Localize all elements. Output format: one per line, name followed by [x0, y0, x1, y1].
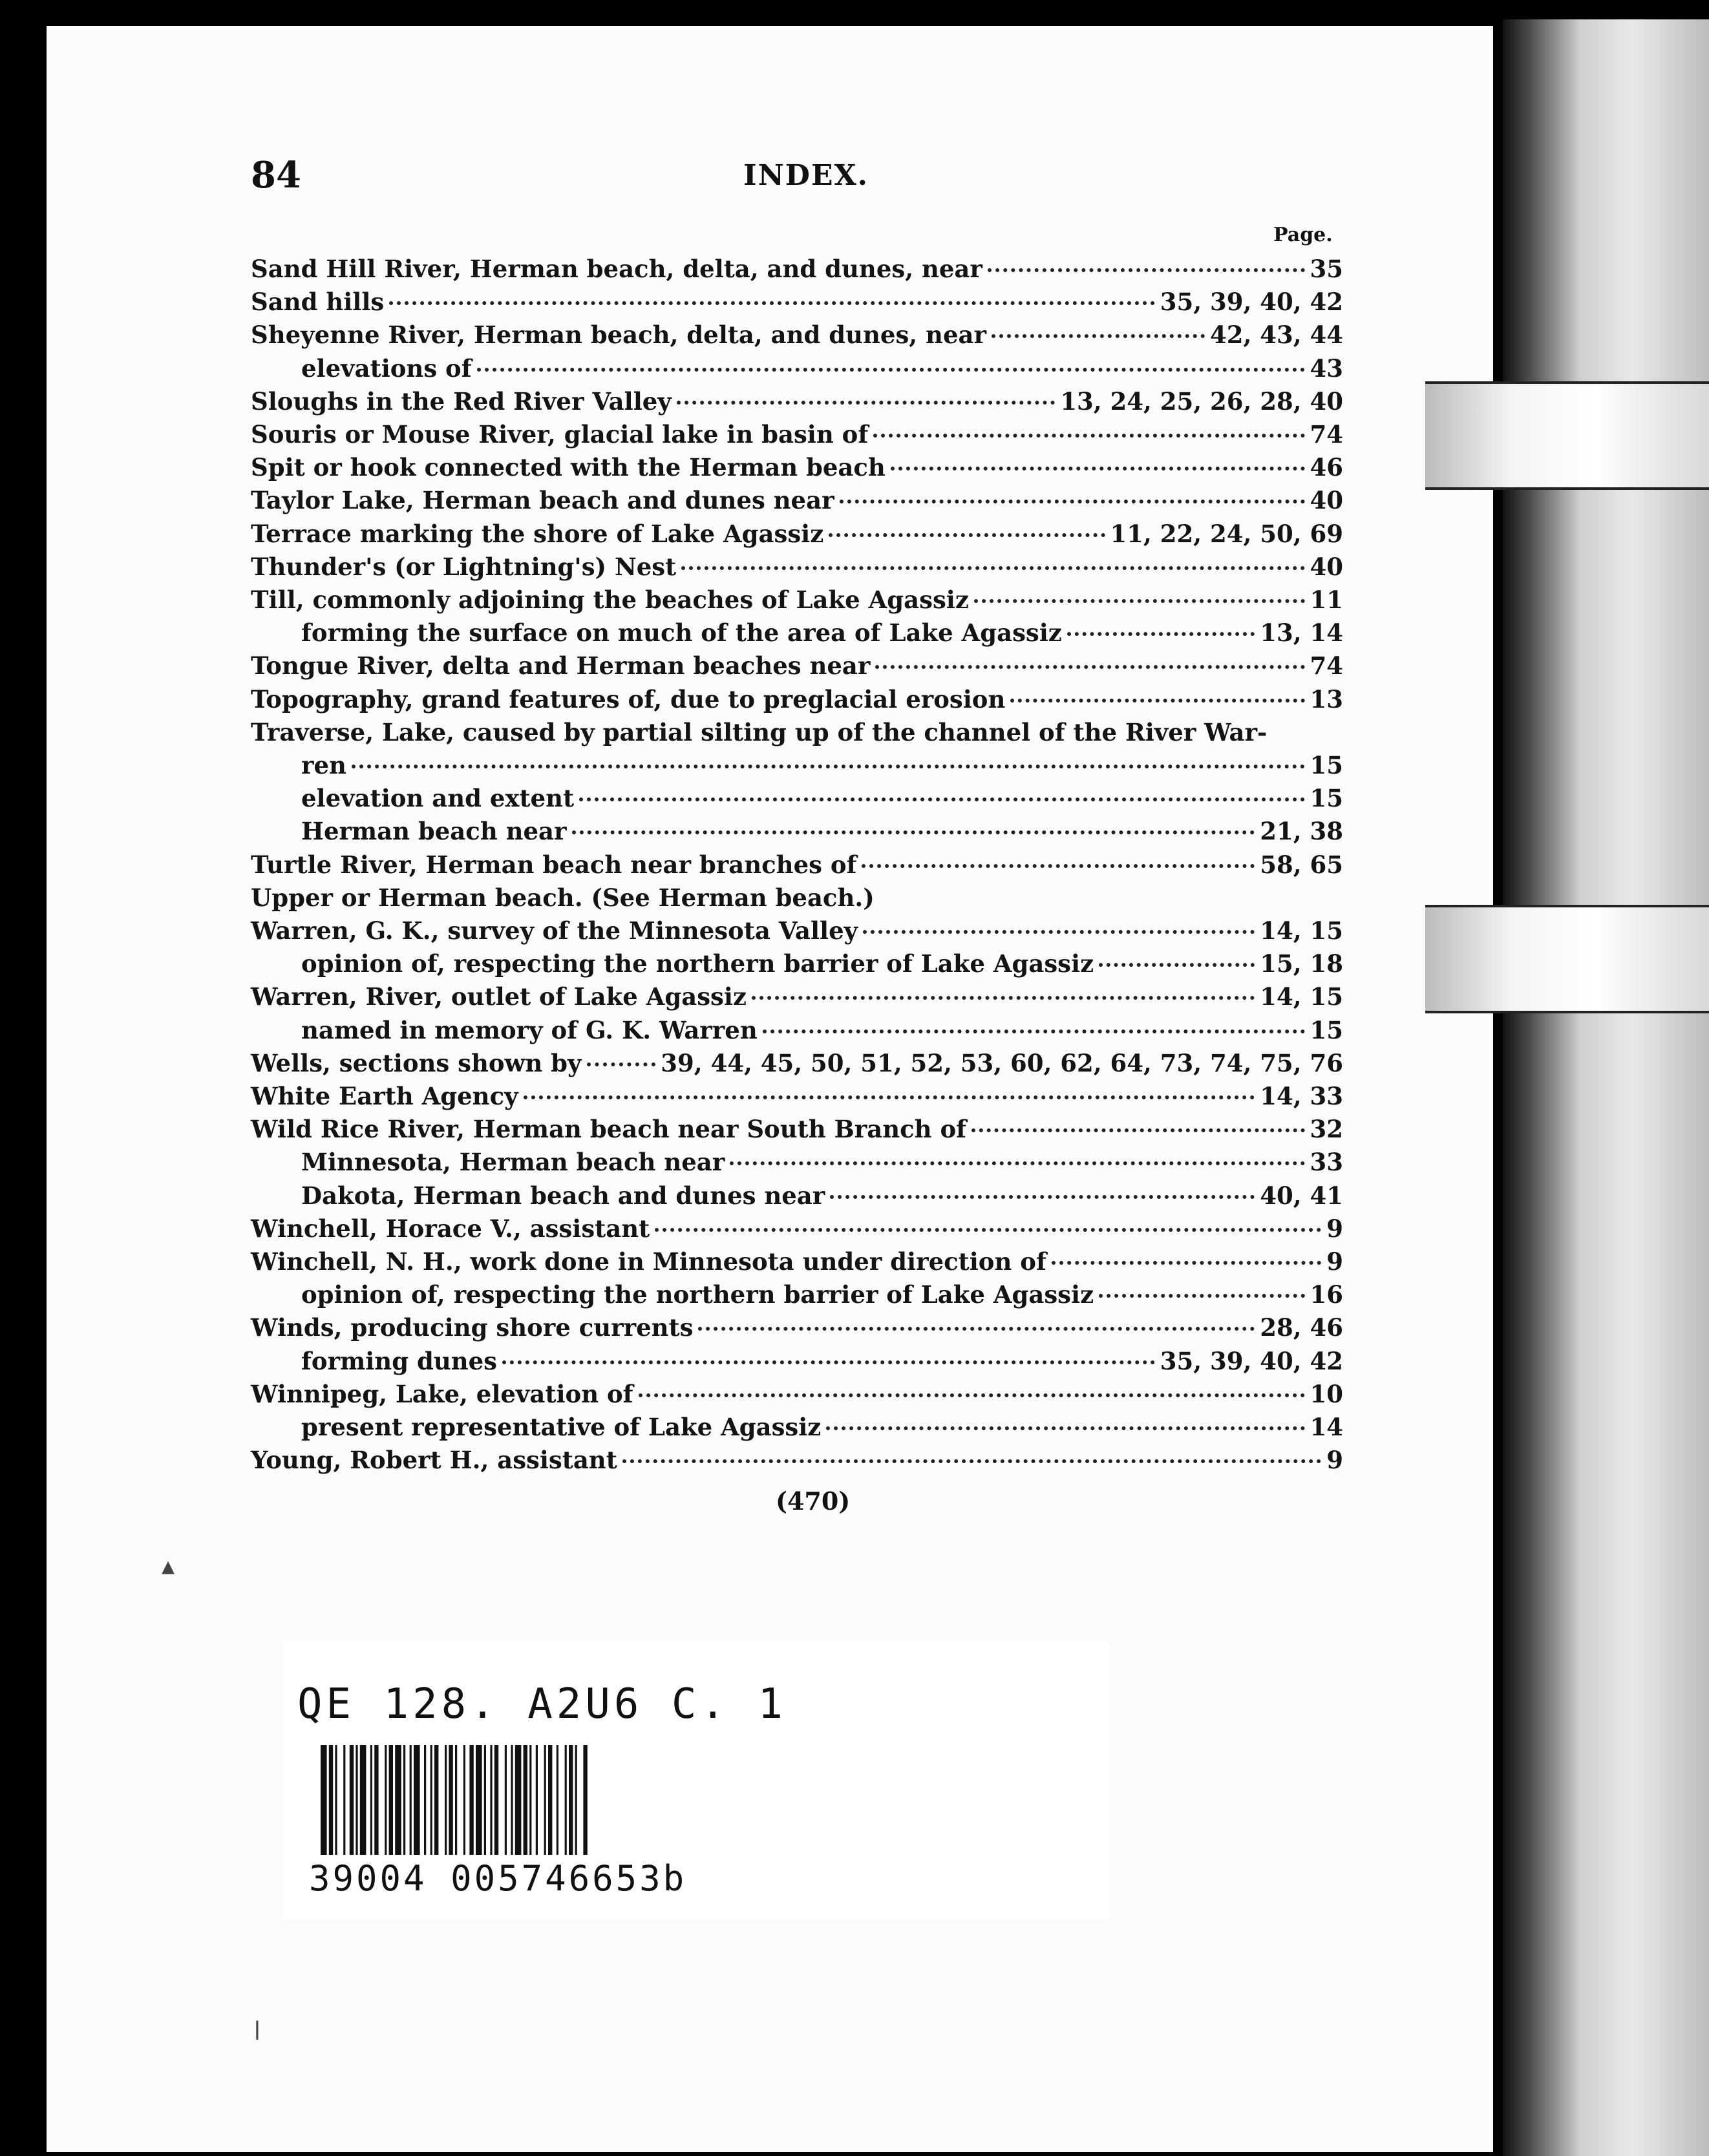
- barcode-bar: [569, 1745, 573, 1855]
- entry-pages: 15: [1310, 784, 1343, 812]
- index-entry: [251, 982, 1343, 1016]
- dot-leader: [763, 1030, 1305, 1033]
- entry-pages: 14: [1310, 1413, 1343, 1441]
- barcode-bar: [356, 1745, 357, 1855]
- dot-leader: [1099, 1294, 1304, 1298]
- entry-text: Terrace marking the shore of Lake Agassiz: [251, 520, 824, 548]
- book-binding: [1503, 19, 1709, 2156]
- index-entry: [251, 486, 1343, 520]
- binding-strap: [1425, 381, 1709, 490]
- dot-leader: [681, 566, 1304, 570]
- dot-leader: [502, 1360, 1155, 1364]
- dot-leader: [752, 996, 1255, 1000]
- entry-text: Herman beach near: [301, 817, 567, 845]
- barcode-bar: [515, 1745, 522, 1855]
- index-subentry: [301, 1347, 1343, 1380]
- index-entry: [251, 883, 1343, 917]
- entry-text: Winchell, Horace V., assistant: [251, 1214, 650, 1243]
- barcode-bar: [395, 1745, 401, 1855]
- entry-pages: 33: [1310, 1148, 1343, 1176]
- entry-pages: 40, 41: [1260, 1181, 1343, 1210]
- dot-leader: [524, 1095, 1255, 1099]
- dot-leader: [698, 1327, 1255, 1331]
- dot-leader: [863, 930, 1255, 934]
- barcode-bar: [403, 1745, 405, 1855]
- entry-pages: 9: [1326, 1214, 1343, 1243]
- index-subentry: [301, 1280, 1343, 1314]
- entry-pages: 15, 18: [1260, 949, 1343, 978]
- dot-leader: [579, 798, 1304, 801]
- entry-text: Winds, producing shore currents: [251, 1313, 694, 1342]
- barcode-bar: [370, 1745, 372, 1855]
- entry-text: Traverse, Lake, caused by partial silting up of the channel of the River War-: [251, 718, 1268, 746]
- dot-leader: [971, 1128, 1304, 1132]
- page-column-label: Page.: [1273, 224, 1333, 246]
- barcode-bar: [445, 1745, 447, 1855]
- entry-pages: 14, 15: [1260, 982, 1343, 1011]
- entry-text: Turtle River, Herman beach near branches of: [251, 851, 857, 879]
- barcode-bar: [557, 1745, 558, 1855]
- index-entry: [251, 288, 1343, 321]
- dot-leader: [587, 1062, 656, 1066]
- dot-leader: [840, 500, 1305, 503]
- dot-leader: [974, 599, 1305, 603]
- entry-text: forming the surface on much of the area of Lake Agassiz: [301, 618, 1062, 647]
- dot-leader: [677, 401, 1055, 405]
- barcode-bar: [529, 1745, 531, 1855]
- index-subentry: [301, 784, 1343, 818]
- barcode: [321, 1745, 738, 1855]
- barcode-bar: [374, 1745, 378, 1855]
- index-entry: [251, 1313, 1343, 1347]
- dot-leader: [826, 1426, 1304, 1430]
- entry-pages: 13, 14: [1260, 618, 1343, 647]
- dot-leader: [389, 301, 1155, 305]
- dot-leader: [1099, 963, 1255, 967]
- index-entry: [251, 1115, 1343, 1148]
- barcode-bar: [575, 1745, 577, 1855]
- entry-text: Sand hills: [251, 288, 385, 316]
- entry-pages: 40: [1310, 553, 1343, 581]
- entry-text: elevations of: [301, 354, 472, 383]
- barcode-bar: [583, 1745, 587, 1855]
- entry-pages: 74: [1310, 420, 1343, 449]
- index-entry: [251, 851, 1343, 884]
- barcode-bar: [544, 1745, 546, 1855]
- index-entry: [251, 1082, 1343, 1115]
- entry-pages: 43: [1310, 354, 1343, 383]
- entry-text: Warren, River, outlet of Lake Agassiz: [251, 982, 747, 1011]
- dot-leader: [992, 334, 1205, 338]
- entry-text: Souris or Mouse River, glacial lake in basin of: [251, 420, 869, 449]
- index-entry: [251, 1049, 1343, 1083]
- binding-strap: [1425, 905, 1709, 1013]
- barcode-bar: [414, 1745, 420, 1855]
- entry-text: opinion of, respecting the northern barrier of Lake Agassiz: [301, 1280, 1094, 1309]
- barcode-bar: [343, 1745, 345, 1855]
- entry-text: Taylor Lake, Herman beach and dunes near: [251, 486, 834, 514]
- scan-speck: ǀ: [253, 2016, 261, 2046]
- index-subentry: [301, 1181, 1343, 1215]
- barcode-bar: [329, 1745, 333, 1855]
- entry-pages: 28, 46: [1260, 1313, 1343, 1342]
- call-number: QE 128. A2U6 C. 1: [297, 1680, 787, 1728]
- entry-pages: 35: [1310, 255, 1343, 283]
- dot-leader: [655, 1228, 1321, 1232]
- index-subentry: [301, 618, 1343, 652]
- index-entry: [251, 718, 1343, 752]
- entry-pages: 32: [1310, 1115, 1343, 1143]
- dot-leader: [622, 1459, 1321, 1463]
- dot-leader: [572, 830, 1255, 834]
- barcode-bar: [463, 1745, 465, 1855]
- barcode-bar: [511, 1745, 513, 1855]
- entry-text: Winchell, N. H., work done in Minnesota under direction of: [251, 1247, 1046, 1276]
- running-head: INDEX.: [743, 159, 869, 192]
- entry-text: Tongue River, delta and Herman beaches near: [251, 651, 871, 680]
- entry-pages: 40: [1310, 486, 1343, 514]
- index-entry: [251, 916, 1343, 950]
- entry-pages: 10: [1310, 1380, 1343, 1408]
- barcode-bar: [385, 1745, 387, 1855]
- entry-pages: 15: [1310, 1016, 1343, 1044]
- entry-text: ren: [301, 751, 346, 779]
- barcode-bar: [410, 1745, 412, 1855]
- index-entry: [251, 420, 1343, 454]
- dot-leader: [1010, 699, 1304, 703]
- entry-text: Minnesota, Herman beach near: [301, 1148, 725, 1176]
- barcode-bar: [449, 1745, 452, 1855]
- entry-pages: 35, 39, 40, 42: [1160, 1347, 1343, 1375]
- barcode-bar: [476, 1745, 482, 1855]
- index-entry: [251, 255, 1343, 288]
- entry-text: elevation and extent: [301, 784, 575, 812]
- barcode-bar: [360, 1745, 366, 1855]
- barcode-bar: [490, 1745, 492, 1855]
- entry-text: Warren, G. K., survey of the Minnesota Valley: [251, 916, 858, 945]
- entry-pages: 9: [1326, 1446, 1343, 1474]
- dot-leader: [862, 864, 1255, 868]
- index-subentry: [301, 1148, 1343, 1181]
- entry-text: Winnipeg, Lake, elevation of: [251, 1380, 633, 1408]
- document-number: (470): [776, 1486, 851, 1516]
- barcode-bar: [505, 1745, 507, 1855]
- dot-leader: [875, 665, 1304, 669]
- index-subentry: [301, 751, 1343, 785]
- page-number: 84: [251, 154, 301, 196]
- index-subentry: [301, 354, 1343, 388]
- entry-text: Young, Robert H., assistant: [251, 1446, 617, 1474]
- entry-text: Spit or hook connected with the Herman beach: [251, 453, 886, 481]
- entry-text: Dakota, Herman beach and dunes near: [301, 1181, 825, 1210]
- barcode-bar: [335, 1745, 337, 1855]
- entry-text: Thunder's (or Lightning's) Nest: [251, 553, 677, 581]
- barcode-bar: [389, 1745, 393, 1855]
- index-entry: [251, 685, 1343, 719]
- entry-pages: 39, 44, 45, 50, 51, 52, 53, 60, 62, 64, 73, 74, 75, 76: [661, 1049, 1343, 1077]
- entry-pages: 21, 38: [1260, 817, 1343, 845]
- dot-leader: [730, 1161, 1304, 1165]
- entry-pages: 13, 24, 25, 26, 28, 40: [1060, 387, 1343, 416]
- barcode-bar: [536, 1745, 538, 1855]
- barcode-bar: [424, 1745, 426, 1855]
- scan-speck: ▴: [162, 1551, 175, 1581]
- entry-pages: 15: [1310, 751, 1343, 779]
- entry-text: named in memory of G. K. Warren: [301, 1016, 758, 1044]
- entry-pages: 9: [1326, 1247, 1343, 1276]
- dot-leader: [1052, 1261, 1321, 1265]
- dot-leader: [352, 765, 1305, 768]
- index-entry: [251, 520, 1343, 553]
- dot-leader: [988, 268, 1305, 272]
- index-entry: [251, 1446, 1343, 1479]
- entry-text: present representative of Lake Agassiz: [301, 1413, 822, 1441]
- index-entry: [251, 651, 1343, 685]
- entry-text: forming dunes: [301, 1347, 497, 1375]
- index-entry: [251, 1247, 1343, 1281]
- entry-text: Upper or Herman beach. (See Herman beach.): [251, 883, 875, 912]
- index-entry: [251, 453, 1343, 487]
- dot-leader: [477, 368, 1305, 372]
- dot-leader: [891, 467, 1305, 470]
- entry-pages: 42, 43, 44: [1210, 321, 1343, 349]
- index-entry: [251, 387, 1343, 421]
- barcode-bar: [430, 1745, 432, 1855]
- entry-pages: 13: [1310, 685, 1343, 713]
- index-subentry: [301, 1016, 1343, 1050]
- barcode-digits: 39004 005746653b: [309, 1858, 687, 1899]
- index-entry: [251, 321, 1343, 354]
- entry-text: Wells, sections shown by: [251, 1049, 582, 1077]
- index-entry: [251, 1380, 1343, 1413]
- index-subentry: [301, 1413, 1343, 1446]
- barcode-bar: [524, 1745, 527, 1855]
- entry-text: Till, commonly adjoining the beaches of Lake Agassiz: [251, 586, 969, 614]
- dot-leader: [1067, 632, 1255, 636]
- barcode-bar: [494, 1745, 498, 1855]
- dot-leader: [873, 434, 1304, 438]
- barcode-bar: [484, 1745, 486, 1855]
- barcode-bar: [469, 1745, 473, 1855]
- barcode-bar: [321, 1745, 327, 1855]
- entry-text: Sand Hill River, Herman beach, delta, and dunes, near: [251, 255, 982, 283]
- barcode-bar: [565, 1745, 567, 1855]
- barcode-bar: [455, 1745, 457, 1855]
- index-entry: [251, 586, 1343, 619]
- dot-leader: [830, 1195, 1255, 1199]
- dot-leader: [829, 533, 1105, 537]
- index-subentry: [301, 949, 1343, 983]
- index-entry: [251, 1214, 1343, 1248]
- entry-text: opinion of, respecting the northern barrier of Lake Agassiz: [301, 949, 1094, 978]
- barcode-bar: [548, 1745, 552, 1855]
- barcode-bar: [434, 1745, 438, 1855]
- entry-pages: 11: [1310, 586, 1343, 614]
- entry-pages: 35, 39, 40, 42: [1160, 288, 1343, 316]
- entry-pages: 16: [1310, 1280, 1343, 1309]
- entry-pages: 11, 22, 24, 50, 69: [1110, 520, 1343, 548]
- entry-text: White Earth Agency: [251, 1082, 518, 1110]
- index-entry: [251, 553, 1343, 586]
- entry-text: Topography, grand features of, due to preglacial erosion: [251, 685, 1006, 713]
- entry-pages: 14, 15: [1260, 916, 1343, 945]
- entry-pages: 58, 65: [1260, 851, 1343, 879]
- entry-pages: 74: [1310, 651, 1343, 680]
- dot-leader: [639, 1393, 1305, 1397]
- index-subentry: [301, 817, 1343, 851]
- barcode-bar: [350, 1745, 354, 1855]
- entry-text: Sheyenne River, Herman beach, delta, and dunes, near: [251, 321, 986, 349]
- entry-text: Wild Rice River, Herman beach near South Branch of: [251, 1115, 967, 1143]
- entry-text: Sloughs in the Red River Valley: [251, 387, 672, 416]
- entry-pages: 46: [1310, 453, 1343, 481]
- entry-pages: 14, 33: [1260, 1082, 1343, 1110]
